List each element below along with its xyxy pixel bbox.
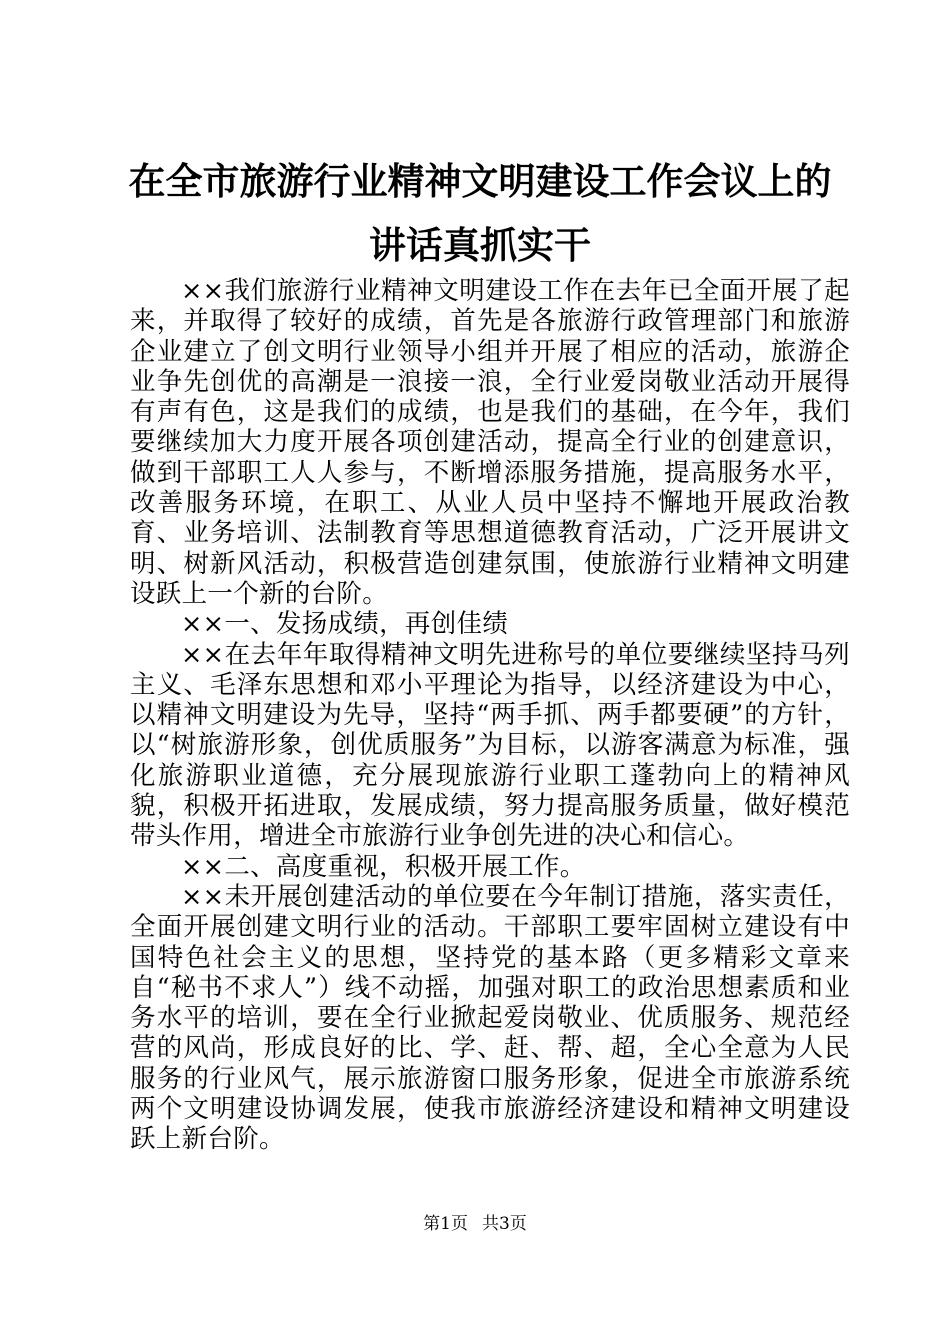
page-footer — [0, 1212, 950, 1236]
paragraph-intro: ××我们旅游行业精神文明建设工作在去年已全面开展了起来，并取得了较好的成绩，首先是各旅游行政管理部门和旅游企业建立了创文明行业领导小组并开展了相应的活动，旅游企业争先创优的高潮是一浪接一浪，全行业爱岗敬业活动开展得有声有色，这是我们的成绩，也是我们的基础，在今年，我们要继续加大力度开展各项创建活动，提高全行业的创建意识，做到干部职工人人参与，不断增添服务措施，提高服务水平，改善服务环境，在职工、从业人员中坚持不懈地开展政治教育、业务培训、法制教育等思想道德教育活动，广泛开展讲文明、树新风活动，积极营造创建氛围，使旅游行业精神文明建设跃上一个新的台阶。 — [130, 276, 850, 609]
section-heading-2: ××二、高度重视，积极开展工作。 — [181, 851, 586, 882]
section-heading-1: ××一、发扬成绩，再创佳绩 — [181, 609, 509, 640]
page-number: 第1页 — [423, 1214, 468, 1234]
page-total: 共3页 — [482, 1214, 527, 1234]
paragraph-section-1: ××在去年年取得精神文明先进称号的单位要继续坚持马列主义、毛泽东思想和邓小平理论为指导，以经济建设为中心，以精神文明建设为先导，坚持“两手抓、两手都要硬”的方针，以“树旅游形象，创优质服务”为目标，以游客满意为标准，强化旅游职业道德，充分展现旅游行业职工蓬勃向上的精神风貌，积极开拓进取，发展成绩，努力提高服务质量，做好模范带头作用，增进全市旅游行业争创先进的决心和信心。 — [130, 639, 850, 852]
document-title: 在全市旅游行业精神文明建设工作会议上的讲话真抓实干 — [128, 160, 832, 267]
paragraph-section-2: ××未开展创建活动的单位要在今年制订措施，落实责任，全面开展创建文明行业的活动。干部职工要牢固树立建设有中国特色社会主义的思想，坚持党的基本路（更多精彩文章来自“秘书不求人”）线不动摇，加强对职工的政治思想素质和业务水平的培训，要在全行业掀起爱岗敬业、优质服务、规范经营的风尚，形成良好的比、学、赶、帮、超，全心全意为人民服务的行业风气，展示旅游窗口服务形象，促进全市旅游系统两个文明建设协调发展，使我市旅游经济建设和精神文明建设跃上新台阶。 — [130, 881, 850, 1155]
document-body — [130, 276, 850, 1155]
